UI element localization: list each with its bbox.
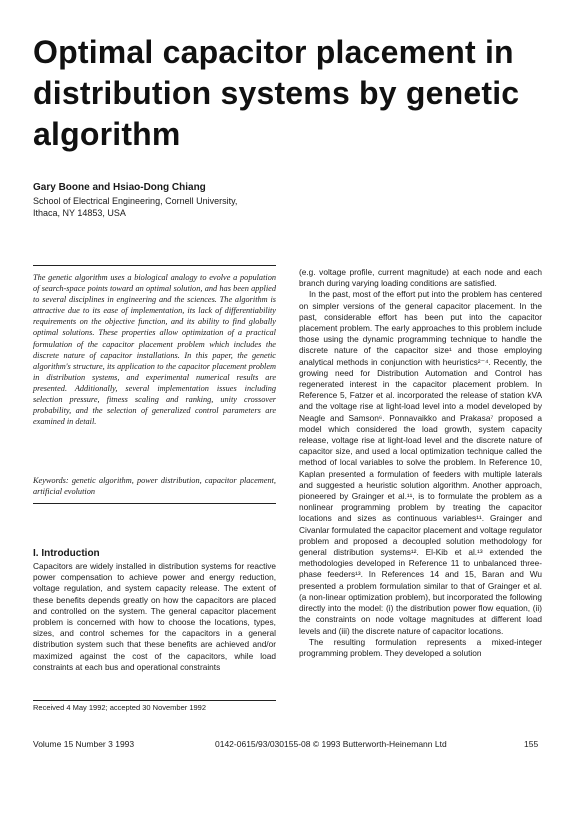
abstract-text: The genetic algorithm uses a biological analogy to evolve a population of search-space points toward an optimal solution, and has been applied to several disciplines in engineering and the sciences. The algorithm is attractive due to its ease of implementation, its lack of differentiability requirements on the objective function, and its ability to find globally optimal solutions. These properties allow optimization of a practical formulation of the capacitor placement problem which includes the discrete nature of capacitor installations. In this paper, the genetic algorithm's structure, its application to the capacitor placement problem in distribution systems, and experimental numerical results are presented. Additionally, several implementation issues including selection pressure, fitness scaling and ranking, unity crossover probability, and the selection of generalized control parameters are examined in detail.	[33, 273, 276, 427]
right-column-paragraph-3: The resulting formulation represents a mixed-integer programming problem. They developed a solution	[299, 636, 542, 658]
page-number: 155	[524, 739, 539, 749]
received-rule	[33, 700, 276, 701]
received-date: Received 4 May 1992; accepted 30 November 1992	[33, 703, 207, 712]
article-title: Optimal capacitor placement in distribution systems by genetic algorithm	[33, 34, 520, 152]
affiliation-line-1: School of Electrical Engineering, Cornell University,	[33, 196, 238, 206]
abstract-bottom-rule	[33, 503, 276, 504]
right-column-paragraph-2: In the past, most of the effort put into the problem has centered on simpler versions of the general capacitor placement. In the past, considerable effort has been put into the capacitor placement problem. The early approaches to this problem include those using the dynamic programming technique to handle the discrete nature of the capacitor size¹ and those employing analytical methods in conjunction with heuristics²⁻⁴. Recently, the growing need for Distribution Automation and Control has regenerated interest in the capacitor placement problem. In Reference 5, Fatzer et al. incorporated the release of station kVA and the voltage rise at light-load level into a model developed by Neagle and Samson⁶. Ponnavaikko and Prakasa⁷ proposed a model which considered the load growth, system capacity release, voltage rise at light-load level and the discrete nature of capacitor size, and used a local optimization technique called the method of local variables to solve the problem. In Reference 10, Kaplan presented a formulation of feeders with multiple laterals and suggested a heuristic solution algorithm. Another approach, pioneered by Grainger et al.¹¹, is to formulate the problem as a nonlinear programming problem by treating the capacitor locations and sizes as continuous variables¹¹. Grainger and Civanlar formulated the capacitor placement and voltage regulator problem and proposed a decoupled solution methodology for general distribution systems¹². El-Kib et al.¹³ extended the methodologies developed in Reference 11 to unbalanced three-phase feeders¹³. In References 14 and 15, Baran and Wu presented a problem formulation similar to that of Grainger et al. (a non-linear optimization problem), but incorporated the following directly into the model: (i) the distribution power flow equation, (ii) the constraints on node voltage magnitudes at different load levels and (iii) the discrete nature of capacitor locations.	[299, 289, 542, 636]
affiliation-line-2: Ithaca, NY 14853, USA	[33, 208, 126, 218]
right-column	[299, 267, 542, 659]
introduction-text: Capacitors are widely installed in distribution systems for reactive power compensation to achieve power and energy reduction, voltage regulation, and system capacity release. The extent of these benefits depends greatly on how the capacitors are placed and controlled on the system. The general capacitor placement problem is concerned with how to choose the locations, types, sizes, and control schemes for the capacitors in a general distribution system such that these benefits are achieved and/or maximized against the cost of the capacitors, while load constraints at each bus and operational constraints	[33, 561, 276, 672]
footer-issn-copyright: 0142-0615/93/030155-08 © 1993 Butterworth-Heinemann Ltd	[215, 739, 447, 749]
author-names: Gary Boone and Hsiao-Dong Chiang	[33, 182, 206, 193]
footer-volume: Volume 15 Number 3 1993	[33, 739, 135, 749]
right-column-paragraph-1: (e.g. voltage profile, current magnitude) at each node and each branch during varying loading conditions are satisfied.	[299, 267, 542, 289]
keywords: Keywords: genetic algorithm, power distribution, capacitor placement, artificial evolution	[33, 476, 276, 497]
abstract-top-rule	[33, 265, 276, 266]
section-heading-introduction: I. Introduction	[33, 548, 100, 559]
